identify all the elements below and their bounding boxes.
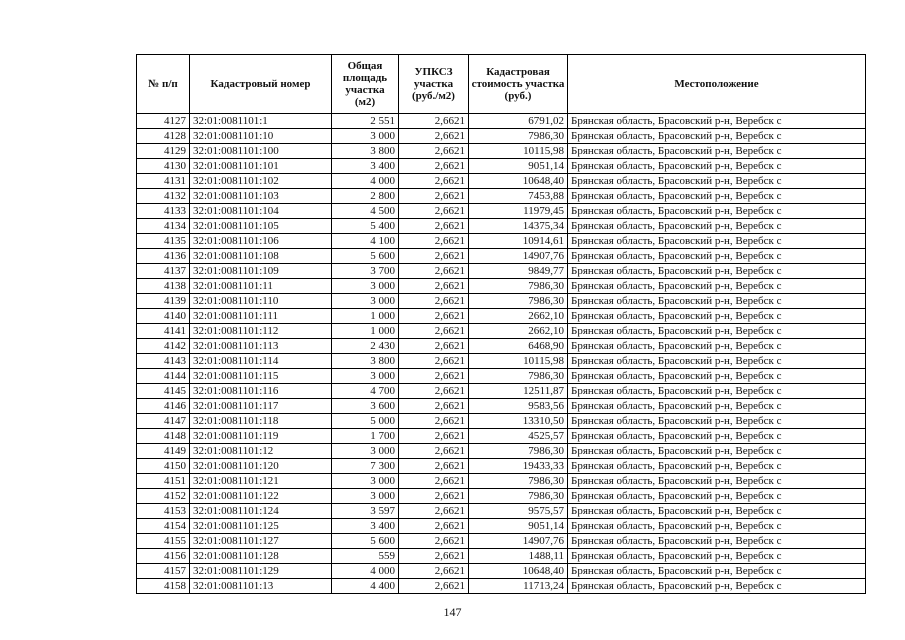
cell-cadastral-number: 32:01:0081101:102 bbox=[190, 174, 332, 189]
cell-cadastral-value: 13310,50 bbox=[469, 414, 568, 429]
cell-upksz: 2,6621 bbox=[399, 519, 469, 534]
cell-upksz: 2,6621 bbox=[399, 429, 469, 444]
cell-cadastral-number: 32:01:0081101:13 bbox=[190, 579, 332, 594]
cell-cadastral-number: 32:01:0081101:101 bbox=[190, 159, 332, 174]
table-row bbox=[137, 369, 866, 384]
table-body bbox=[137, 114, 866, 594]
cell-cadastral-number: 32:01:0081101:117 bbox=[190, 399, 332, 414]
cell-upksz: 2,6621 bbox=[399, 339, 469, 354]
cell-location: Брянская область, Брасовский р-н, Веребск с bbox=[568, 534, 866, 549]
cell-cadastral-value: 7453,88 bbox=[469, 189, 568, 204]
cell-upksz: 2,6621 bbox=[399, 459, 469, 474]
cell-cadastral-value: 7986,30 bbox=[469, 369, 568, 384]
cell-index: 4157 bbox=[137, 564, 190, 579]
table-row bbox=[137, 564, 866, 579]
cell-upksz: 2,6621 bbox=[399, 324, 469, 339]
cell-index: 4136 bbox=[137, 249, 190, 264]
cell-index: 4156 bbox=[137, 549, 190, 564]
cell-cadastral-value: 14907,76 bbox=[469, 249, 568, 264]
table-row bbox=[137, 504, 866, 519]
cell-index: 4154 bbox=[137, 519, 190, 534]
table-row bbox=[137, 354, 866, 369]
cell-cadastral-value: 14375,34 bbox=[469, 219, 568, 234]
cell-cadastral-value: 7986,30 bbox=[469, 294, 568, 309]
cell-index: 4153 bbox=[137, 504, 190, 519]
table-row bbox=[137, 309, 866, 324]
cadastral-table bbox=[136, 54, 866, 594]
cell-location: Брянская область, Брасовский р-н, Веребск с bbox=[568, 414, 866, 429]
cell-cadastral-value: 7986,30 bbox=[469, 474, 568, 489]
cell-cadastral-value: 10648,40 bbox=[469, 174, 568, 189]
cell-upksz: 2,6621 bbox=[399, 549, 469, 564]
cell-cadastral-value: 9051,14 bbox=[469, 159, 568, 174]
cell-cadastral-value: 1488,11 bbox=[469, 549, 568, 564]
cell-cadastral-number: 32:01:0081101:122 bbox=[190, 489, 332, 504]
cell-location: Брянская область, Брасовский р-н, Веребск с bbox=[568, 129, 866, 144]
cell-location: Брянская область, Брасовский р-н, Веребск с bbox=[568, 504, 866, 519]
cell-cadastral-number: 32:01:0081101:115 bbox=[190, 369, 332, 384]
table-row bbox=[137, 279, 866, 294]
cell-index: 4158 bbox=[137, 579, 190, 594]
cell-upksz: 2,6621 bbox=[399, 369, 469, 384]
cell-index: 4138 bbox=[137, 279, 190, 294]
cell-location: Брянская область, Брасовский р-н, Веребск с bbox=[568, 429, 866, 444]
cell-area: 3 800 bbox=[332, 354, 399, 369]
cell-index: 4133 bbox=[137, 204, 190, 219]
cell-location: Брянская область, Брасовский р-н, Веребск с bbox=[568, 474, 866, 489]
cell-area: 4 000 bbox=[332, 564, 399, 579]
cell-upksz: 2,6621 bbox=[399, 504, 469, 519]
cell-area: 3 700 bbox=[332, 264, 399, 279]
cell-upksz: 2,6621 bbox=[399, 264, 469, 279]
cell-upksz: 2,6621 bbox=[399, 294, 469, 309]
cell-location: Брянская область, Брасовский р-н, Веребск с bbox=[568, 249, 866, 264]
cell-area: 3 000 bbox=[332, 294, 399, 309]
cell-cadastral-number: 32:01:0081101:103 bbox=[190, 189, 332, 204]
cell-cadastral-value: 6791,02 bbox=[469, 114, 568, 129]
cell-area: 3 400 bbox=[332, 519, 399, 534]
cell-location: Брянская область, Брасовский р-н, Веребск с bbox=[568, 399, 866, 414]
cell-location: Брянская область, Брасовский р-н, Веребск с bbox=[568, 444, 866, 459]
table-row bbox=[137, 549, 866, 564]
table-row bbox=[137, 114, 866, 129]
cell-cadastral-number: 32:01:0081101:121 bbox=[190, 474, 332, 489]
cell-index: 4149 bbox=[137, 444, 190, 459]
page-number: 147 bbox=[443, 605, 462, 619]
cell-index: 4130 bbox=[137, 159, 190, 174]
cell-location: Брянская область, Брасовский р-н, Веребск с bbox=[568, 234, 866, 249]
cell-cadastral-value: 10648,40 bbox=[469, 564, 568, 579]
cell-cadastral-number: 32:01:0081101:118 bbox=[190, 414, 332, 429]
cell-cadastral-value: 11979,45 bbox=[469, 204, 568, 219]
cell-area: 4 100 bbox=[332, 234, 399, 249]
cell-area: 4 000 bbox=[332, 174, 399, 189]
table-row bbox=[137, 324, 866, 339]
cell-location: Брянская область, Брасовский р-н, Веребск с bbox=[568, 144, 866, 159]
table-row bbox=[137, 174, 866, 189]
cell-location: Брянская область, Брасовский р-н, Веребск с bbox=[568, 264, 866, 279]
cell-cadastral-value: 14907,76 bbox=[469, 534, 568, 549]
header-upksz: УПКСЗ участка (руб./м2) bbox=[399, 55, 469, 114]
cell-index: 4148 bbox=[137, 429, 190, 444]
cell-index: 4143 bbox=[137, 354, 190, 369]
cell-upksz: 2,6621 bbox=[399, 564, 469, 579]
cell-index: 4132 bbox=[137, 189, 190, 204]
cell-upksz: 2,6621 bbox=[399, 444, 469, 459]
cell-upksz: 2,6621 bbox=[399, 279, 469, 294]
cell-cadastral-value: 10115,98 bbox=[469, 354, 568, 369]
cell-upksz: 2,6621 bbox=[399, 579, 469, 594]
table-row bbox=[137, 339, 866, 354]
cell-index: 4150 bbox=[137, 459, 190, 474]
cell-cadastral-number: 32:01:0081101:10 bbox=[190, 129, 332, 144]
cell-index: 4134 bbox=[137, 219, 190, 234]
cell-cadastral-number: 32:01:0081101:119 bbox=[190, 429, 332, 444]
cell-cadastral-number: 32:01:0081101:109 bbox=[190, 264, 332, 279]
cell-upksz: 2,6621 bbox=[399, 414, 469, 429]
cell-index: 4144 bbox=[137, 369, 190, 384]
cell-index: 4129 bbox=[137, 144, 190, 159]
cell-upksz: 2,6621 bbox=[399, 354, 469, 369]
cell-index: 4151 bbox=[137, 474, 190, 489]
cell-area: 1 700 bbox=[332, 429, 399, 444]
cell-cadastral-value: 9575,57 bbox=[469, 504, 568, 519]
cell-cadastral-number: 32:01:0081101:108 bbox=[190, 249, 332, 264]
cell-cadastral-number: 32:01:0081101:110 bbox=[190, 294, 332, 309]
table-header-row bbox=[137, 55, 866, 114]
cell-cadastral-value: 12511,87 bbox=[469, 384, 568, 399]
cell-area: 1 000 bbox=[332, 324, 399, 339]
cell-location: Брянская область, Брасовский р-н, Веребск с bbox=[568, 384, 866, 399]
cell-cadastral-number: 32:01:0081101:116 bbox=[190, 384, 332, 399]
cell-cadastral-number: 32:01:0081101:114 bbox=[190, 354, 332, 369]
cell-cadastral-value: 7986,30 bbox=[469, 279, 568, 294]
cell-index: 4155 bbox=[137, 534, 190, 549]
table-row bbox=[137, 534, 866, 549]
cell-location: Брянская область, Брасовский р-н, Веребск с bbox=[568, 549, 866, 564]
cell-area: 7 300 bbox=[332, 459, 399, 474]
cell-area: 3 000 bbox=[332, 279, 399, 294]
cell-cadastral-number: 32:01:0081101:124 bbox=[190, 504, 332, 519]
table-row bbox=[137, 234, 866, 249]
cell-upksz: 2,6621 bbox=[399, 159, 469, 174]
cell-area: 5 400 bbox=[332, 219, 399, 234]
table-row bbox=[137, 399, 866, 414]
cell-index: 4139 bbox=[137, 294, 190, 309]
cell-upksz: 2,6621 bbox=[399, 489, 469, 504]
cell-area: 2 800 bbox=[332, 189, 399, 204]
table-row bbox=[137, 429, 866, 444]
cell-upksz: 2,6621 bbox=[399, 219, 469, 234]
table-row bbox=[137, 144, 866, 159]
cell-cadastral-number: 32:01:0081101:113 bbox=[190, 339, 332, 354]
cell-location: Брянская область, Брасовский р-н, Веребск с bbox=[568, 489, 866, 504]
table-row bbox=[137, 519, 866, 534]
cell-upksz: 2,6621 bbox=[399, 234, 469, 249]
cell-area: 3 400 bbox=[332, 159, 399, 174]
cell-area: 3 597 bbox=[332, 504, 399, 519]
cell-area: 4 400 bbox=[332, 579, 399, 594]
header-location: Местоположение bbox=[568, 55, 866, 114]
cell-cadastral-value: 2662,10 bbox=[469, 324, 568, 339]
cell-cadastral-value: 2662,10 bbox=[469, 309, 568, 324]
cell-index: 4142 bbox=[137, 339, 190, 354]
cell-cadastral-number: 32:01:0081101:125 bbox=[190, 519, 332, 534]
table-row bbox=[137, 414, 866, 429]
cell-location: Брянская область, Брасовский р-н, Веребск с bbox=[568, 114, 866, 129]
cell-index: 4152 bbox=[137, 489, 190, 504]
cell-area: 2 430 bbox=[332, 339, 399, 354]
table-row bbox=[137, 384, 866, 399]
cell-upksz: 2,6621 bbox=[399, 189, 469, 204]
cell-upksz: 2,6621 bbox=[399, 384, 469, 399]
cell-location: Брянская область, Брасовский р-н, Веребск с bbox=[568, 579, 866, 594]
cell-location: Брянская область, Брасовский р-н, Веребск с bbox=[568, 309, 866, 324]
cell-cadastral-number: 32:01:0081101:105 bbox=[190, 219, 332, 234]
cell-upksz: 2,6621 bbox=[399, 474, 469, 489]
cell-upksz: 2,6621 bbox=[399, 249, 469, 264]
cell-cadastral-number: 32:01:0081101:104 bbox=[190, 204, 332, 219]
cell-area: 559 bbox=[332, 549, 399, 564]
table-row bbox=[137, 459, 866, 474]
table-row bbox=[137, 159, 866, 174]
cell-area: 3 600 bbox=[332, 399, 399, 414]
cell-upksz: 2,6621 bbox=[399, 114, 469, 129]
cell-cadastral-number: 32:01:0081101:106 bbox=[190, 234, 332, 249]
header-area: Общая площадь участка (м2) bbox=[332, 55, 399, 114]
cell-location: Брянская область, Брасовский р-н, Веребск с bbox=[568, 219, 866, 234]
cell-location: Брянская область, Брасовский р-н, Веребск с bbox=[568, 174, 866, 189]
cell-cadastral-number: 32:01:0081101:127 bbox=[190, 534, 332, 549]
cell-location: Брянская область, Брасовский р-н, Веребск с bbox=[568, 369, 866, 384]
cell-cadastral-value: 10914,61 bbox=[469, 234, 568, 249]
cell-location: Брянская область, Брасовский р-н, Веребск с bbox=[568, 519, 866, 534]
cell-upksz: 2,6621 bbox=[399, 204, 469, 219]
cell-area: 3 000 bbox=[332, 474, 399, 489]
cell-cadastral-value: 4525,57 bbox=[469, 429, 568, 444]
cell-upksz: 2,6621 bbox=[399, 129, 469, 144]
cell-cadastral-number: 32:01:0081101:120 bbox=[190, 459, 332, 474]
cell-cadastral-value: 11713,24 bbox=[469, 579, 568, 594]
cell-cadastral-number: 32:01:0081101:12 bbox=[190, 444, 332, 459]
cell-index: 4127 bbox=[137, 114, 190, 129]
cell-index: 4128 bbox=[137, 129, 190, 144]
cell-cadastral-number: 32:01:0081101:128 bbox=[190, 549, 332, 564]
header-cadastral-number: Кадастровый номер bbox=[190, 55, 332, 114]
table-row bbox=[137, 264, 866, 279]
cell-location: Брянская область, Брасовский р-н, Веребск с bbox=[568, 294, 866, 309]
cell-index: 4131 bbox=[137, 174, 190, 189]
table-row bbox=[137, 204, 866, 219]
cell-cadastral-number: 32:01:0081101:100 bbox=[190, 144, 332, 159]
cell-location: Брянская область, Брасовский р-н, Веребск с bbox=[568, 189, 866, 204]
cell-area: 4 500 bbox=[332, 204, 399, 219]
cell-cadastral-value: 9051,14 bbox=[469, 519, 568, 534]
cell-location: Брянская область, Брасовский р-н, Веребск с bbox=[568, 159, 866, 174]
header-index: № п/п bbox=[137, 55, 190, 114]
cell-index: 4137 bbox=[137, 264, 190, 279]
cell-upksz: 2,6621 bbox=[399, 144, 469, 159]
cell-area: 5 600 bbox=[332, 534, 399, 549]
cell-cadastral-value: 9583,56 bbox=[469, 399, 568, 414]
cell-cadastral-value: 7986,30 bbox=[469, 489, 568, 504]
cell-index: 4135 bbox=[137, 234, 190, 249]
cell-area: 5 600 bbox=[332, 249, 399, 264]
cell-area: 3 000 bbox=[332, 369, 399, 384]
cell-area: 2 551 bbox=[332, 114, 399, 129]
cell-area: 3 000 bbox=[332, 444, 399, 459]
cell-cadastral-value: 19433,33 bbox=[469, 459, 568, 474]
cell-cadastral-number: 32:01:0081101:111 bbox=[190, 309, 332, 324]
table-row bbox=[137, 294, 866, 309]
table-row bbox=[137, 474, 866, 489]
cell-area: 5 000 bbox=[332, 414, 399, 429]
cell-location: Брянская область, Брасовский р-н, Веребск с bbox=[568, 354, 866, 369]
cell-cadastral-number: 32:01:0081101:1 bbox=[190, 114, 332, 129]
table-row bbox=[137, 489, 866, 504]
cell-area: 3 000 bbox=[332, 489, 399, 504]
cell-upksz: 2,6621 bbox=[399, 309, 469, 324]
cell-cadastral-number: 32:01:0081101:112 bbox=[190, 324, 332, 339]
table-row bbox=[137, 579, 866, 594]
cell-upksz: 2,6621 bbox=[399, 399, 469, 414]
cell-index: 4145 bbox=[137, 384, 190, 399]
cell-area: 4 700 bbox=[332, 384, 399, 399]
table-row bbox=[137, 219, 866, 234]
cell-area: 3 000 bbox=[332, 129, 399, 144]
cell-area: 3 800 bbox=[332, 144, 399, 159]
cell-index: 4146 bbox=[137, 399, 190, 414]
cell-location: Брянская область, Брасовский р-н, Веребск с bbox=[568, 339, 866, 354]
cell-index: 4147 bbox=[137, 414, 190, 429]
cell-index: 4141 bbox=[137, 324, 190, 339]
cell-area: 1 000 bbox=[332, 309, 399, 324]
cell-upksz: 2,6621 bbox=[399, 534, 469, 549]
cell-index: 4140 bbox=[137, 309, 190, 324]
cell-cadastral-value: 6468,90 bbox=[469, 339, 568, 354]
table-row bbox=[137, 249, 866, 264]
cell-upksz: 2,6621 bbox=[399, 174, 469, 189]
cell-location: Брянская область, Брасовский р-н, Веребск с bbox=[568, 204, 866, 219]
table-row bbox=[137, 189, 866, 204]
cell-location: Брянская область, Брасовский р-н, Веребск с bbox=[568, 564, 866, 579]
cell-location: Брянская область, Брасовский р-н, Веребск с bbox=[568, 324, 866, 339]
cell-cadastral-value: 10115,98 bbox=[469, 144, 568, 159]
table-row bbox=[137, 129, 866, 144]
cell-cadastral-value: 9849,77 bbox=[469, 264, 568, 279]
header-cadastral-value: Кадастровая стоимость участка (руб.) bbox=[469, 55, 568, 114]
cell-location: Брянская область, Брасовский р-н, Веребск с bbox=[568, 279, 866, 294]
cell-location: Брянская область, Брасовский р-н, Веребск с bbox=[568, 459, 866, 474]
cell-cadastral-value: 7986,30 bbox=[469, 129, 568, 144]
cell-cadastral-value: 7986,30 bbox=[469, 444, 568, 459]
table-row bbox=[137, 444, 866, 459]
cell-cadastral-number: 32:01:0081101:129 bbox=[190, 564, 332, 579]
cell-cadastral-number: 32:01:0081101:11 bbox=[190, 279, 332, 294]
